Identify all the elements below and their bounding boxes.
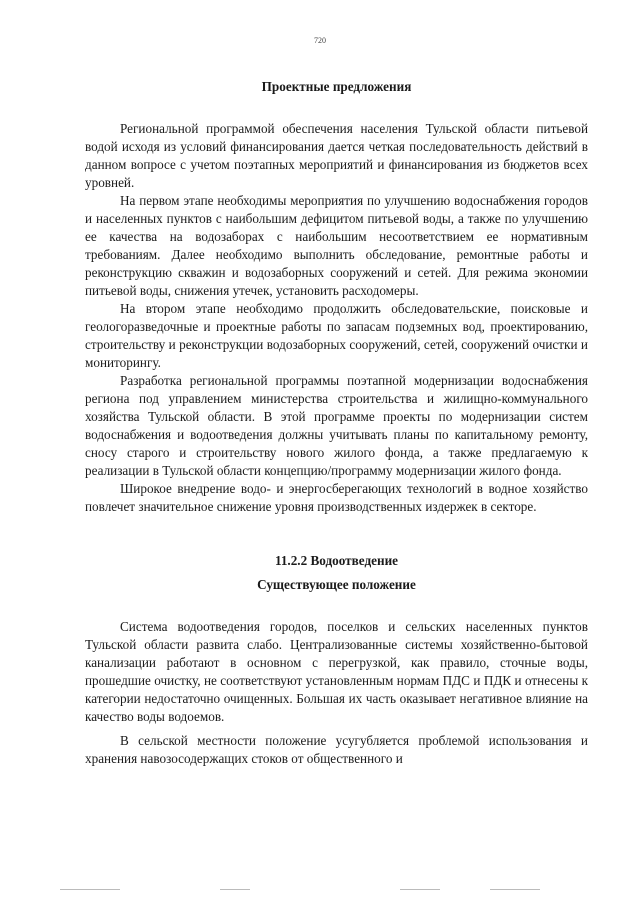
paragraph: На первом этапе необходимы мероприятия по улучшению водоснабжения городов и населенных пунктов с наибольшим дефицитом питьевой воды, а также по улучшению ее качества на водозаборах с наибольшим несоответствием ее нормативным требованиям. Далее необходимо выполнить обследование, ремонтные работы и реконструкцию скважин и водозаборных сооружений и сетей. Для режима экономии питьевой воды, снижения утечек, установить расходомеры. [85, 193, 588, 298]
paragraph: На втором этапе необходимо продолжить обследовательские, поисковые и геологоразведочные и проектные работы по запасам подземных вод, проектированию, строительству и реконструкции водозаборных сооружений, сетей, сооружений очистки и мониторингу. [85, 301, 588, 370]
paragraph: Региональной программой обеспечения населения Тульской области питьевой водой исходя из условий финансирования дается четкая последовательность действий в данном вопросе с учетом поэтапных мероприятий и финансирования из бюджетов всех уровней. [85, 121, 588, 190]
section-title-proposals: Проектные предложения [261, 79, 412, 94]
document-body [85, 78, 588, 768]
paragraph: В сельской местности положение усугубляется проблемой использования и хранения навозосодержащих стоков от общественного и [85, 733, 588, 766]
paragraph: Широкое внедрение водо- и энергосберегающих технологий в водное хозяйство повлечет значительное снижение уровня производственных издержек в секторе. [85, 481, 588, 514]
paragraph: Система водоотведения городов, поселков и сельских населенных пунктов Тульской области развита слабо. Централизованные системы хозяйственно-бытовой канализации работают в основном с перегрузкой, как правило, сточные воды, прошедшие очистку, не соответствуют установленным нормам ПДС и ПДК и отнесены к категории недостаточно очищенных. Большая их часть оказывает негативное влияние на качество воды водоемов. [85, 619, 588, 724]
section-title-wastewater: 11.2.2 Водоотведение [274, 553, 399, 568]
paragraph: Разработка региональной программы поэтапной модернизации водоснабжения региона под управлением министерства строительства и жилищно-коммунального хозяйства Тульской области. В этой программе проекты по модернизации систем водоснабжения и водоотведения должны учитывать планы по капитальному ремонту, сносу старого и строительству нового жилого фонда, а также предлагаемую к реализации в Тульской области концепцию/программу модернизации жилого фонда. [85, 373, 588, 478]
page-number: 720 [314, 36, 326, 45]
section-subtitle-current-state: Существующее положение [257, 577, 416, 592]
scan-footer-marks [20, 889, 620, 893]
